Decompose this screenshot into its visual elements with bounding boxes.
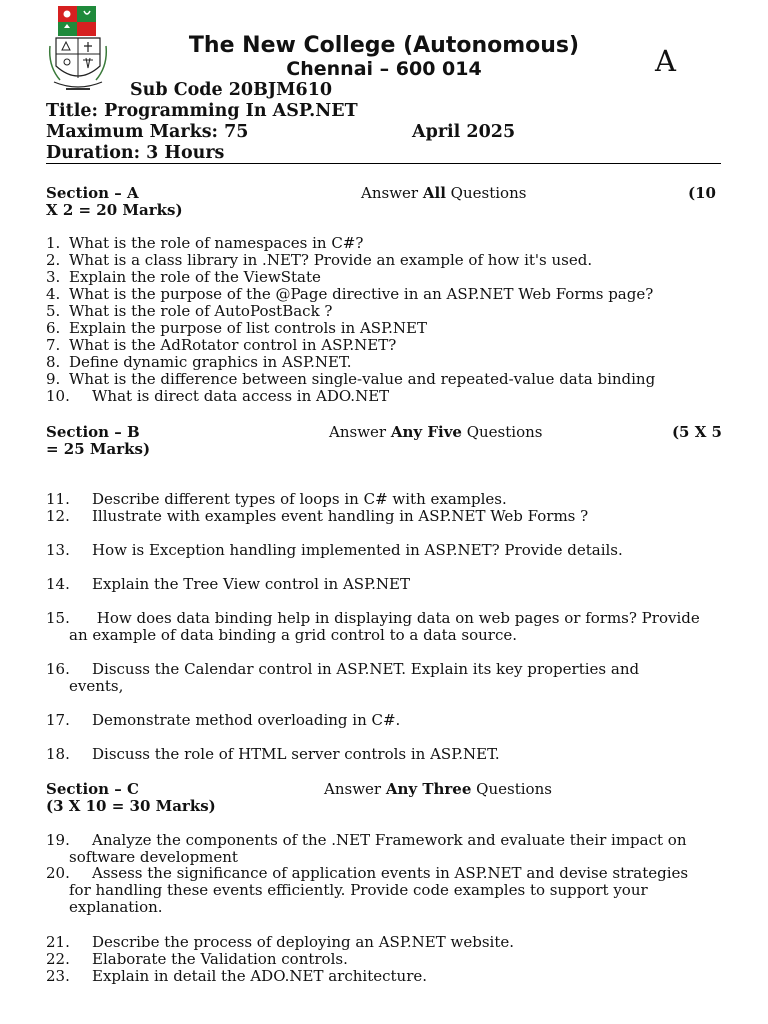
question-item: 13. How is Exception handling implemented in ASP.NET? Provide details. [46,541,623,559]
question-item: 11. Describe different types of loops in C# with examples. [46,490,507,508]
question-item: 17. Demonstrate method overloading in C#. [46,711,401,729]
question-item: 21. Describe the process of deploying an ASP.NET website. [46,933,514,951]
paper-set-letter: A [655,44,676,78]
question-item: 4. What is the purpose of the @Page directive in an ASP.NET Web Forms page? [46,285,654,303]
section-title: Section – A [46,184,139,202]
question-item: 15. How does data binding help in displaying data on web pages or forms? Provide an example of data binding a grid control to a data source. [46,609,700,644]
section-instruction: Answer All Questions [361,184,527,202]
question-item: 6. Explain the purpose of list controls in ASP.NET [46,319,427,337]
question-item: 18. Discuss the role of HTML server controls in ASP.NET. [46,745,500,763]
college-name: The New College (Autonomous) [188,33,580,58]
question-item: 23. Explain in detail the ADO.NET architecture. [46,967,428,985]
section-marks-cont: = 25 Marks) [46,440,151,458]
section-instruction: Answer Any Three Questions [324,780,552,798]
college-city: Chennai – 600 014 [286,58,482,80]
question-item: 3. Explain the role of the ViewState [46,268,321,286]
question-item: 8. Define dynamic graphics in ASP.NET. [46,353,352,371]
max-marks: Maximum Marks: 75 [46,122,249,142]
header-divider [46,163,721,164]
question-item: 22. Elaborate the Validation controls. [46,950,348,968]
question-item: 2. What is a class library in .NET? Provide an example of how it's used. [46,251,593,269]
question-item: 19. Analyze the components of the .NET Framework and evaluate their impact on software development [46,831,687,866]
question-item: 12. Illustrate with examples event handling in ASP.NET Web Forms ? [46,507,589,525]
section-title: Section – B [46,423,140,441]
section-instruction: Answer Any Five Questions [329,423,543,441]
question-item: 20. Assess the significance of application events in ASP.NET and devise strategies for handling these events efficiently. Provide code examples to support your explanation. [46,864,689,916]
question-item: 1. What is the role of namespaces in C#? [46,234,364,252]
section-marks: (10 [688,184,716,202]
question-item: 5. What is the role of AutoPostBack ? [46,302,333,320]
exam-date: April 2025 [412,122,516,142]
duration: Duration: 3 Hours [46,143,225,163]
question-item: 14. Explain the Tree View control in ASP.NET [46,575,410,593]
section-marks: (5 X 5 [671,423,722,441]
question-item: 9. What is the difference between single-value and repeated-value data binding [46,370,656,388]
section-marks-cont: (3 X 10 = 30 Marks) [46,797,216,815]
section-marks-cont: X 2 = 20 Marks) [46,201,183,219]
question-item: 7. What is the AdRotator control in ASP.NET? [46,336,397,354]
question-item: 16. Discuss the Calendar control in ASP.NET. Explain its key properties and events, [46,660,640,695]
subject-code: Sub Code 20BJM610 [130,80,333,100]
section-title: Section – C [46,780,139,798]
question-item: 10. What is direct data access in ADO.NET [46,387,390,405]
paper-title: Title: Programming In ASP.NET [46,101,358,121]
